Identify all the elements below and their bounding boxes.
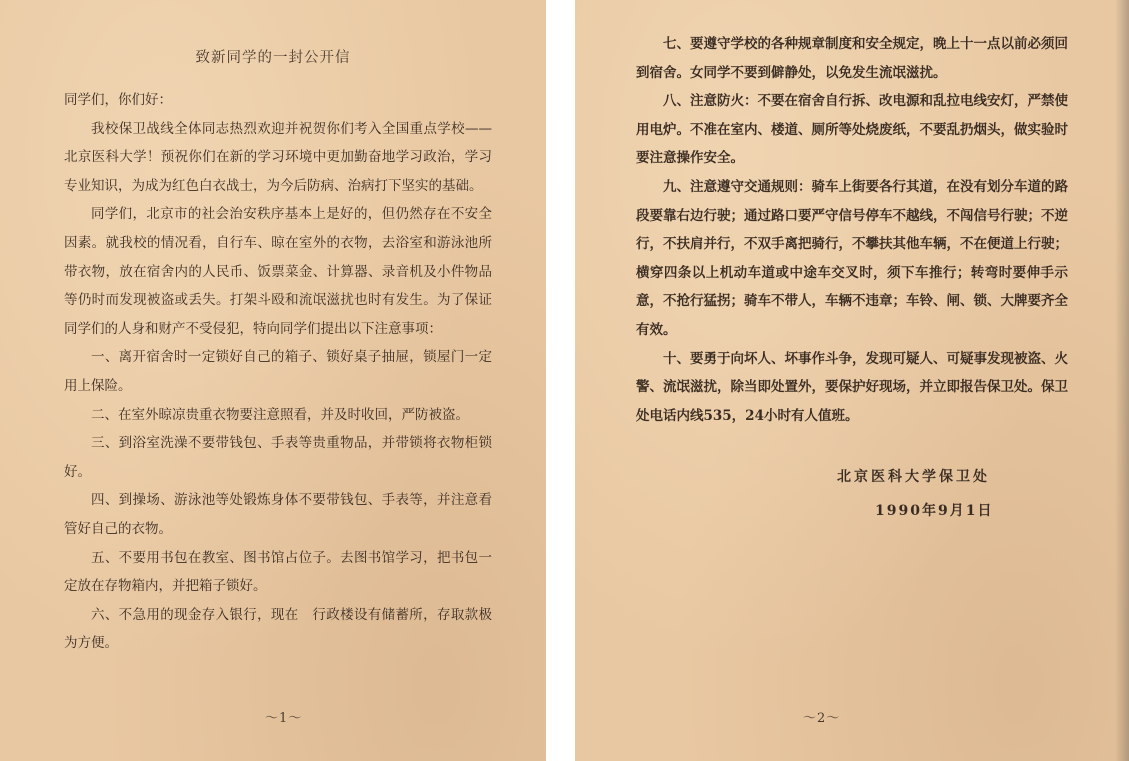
letter-body-page-2 <box>636 30 1068 430</box>
item-2: 二、在室外晾凉贵重衣物要注意照看，并及时收回，严防被盗。 <box>91 406 469 423</box>
page-number-2: ～2～ <box>803 711 841 726</box>
letter-title: 致新同学的一封公开信 <box>195 50 351 66</box>
item-6: 六、不急用的现金存入银行，现在 行政楼设有储蓄所，存取款极为方便。 <box>64 606 492 652</box>
page-number-1: ～1～ <box>265 711 303 726</box>
item-3: 三、到浴室洗澡不要带钱包、手表等贵重物品，并带锁将衣物柜锁好。 <box>64 435 492 480</box>
letter-body-page-1 <box>64 86 492 658</box>
paragraph-safety-situation: 同学们，北京市的社会治安秩序基本上是好的，但仍然存在不安全因素。就我校的情况看，自行车、晾在室外的衣物，去浴室和游泳池所带衣物，放在宿舍内的人民币、饭票菜金、计算器、录音机及小件物品等仍时而发现被盗或丢失。打架斗殴和流氓滋扰也时有发生。为了保证同学们的人身和财产不受侵犯，特向同学们提出以下注意事项： <box>64 206 492 337</box>
item-1: 一、离开宿舍时一定锁好自己的箱子、锁好桌子抽屉，锁屋门一定用上保险。 <box>64 349 492 394</box>
item-7: 七、要遵守学校的各种规章制度和安全规定，晚上十一点以前必须回到宿舍。女同学不要到僻静处，以免发生流氓滋扰。 <box>636 36 1068 81</box>
paragraph-welcome: 我校保卫战线全体同志热烈欢迎并祝贺你们考入全国重点学校——北京医科大学！预祝你们在新的学习环境中更加勤奋地学习政治，学习专业知识，为成为红色白衣战士，为今后防病、治病打下坚实的基础。 <box>64 120 492 194</box>
letter-date: 1990年9月1日 <box>875 503 994 519</box>
item-9: 九、注意遵守交通规则：骑车上街要各行其道，在没有划分车道的路段要靠右边行驶；通过路口要严守信号停车不越线，不闯信号行驶；不逆行，不扶肩并行，不双手离把骑行，不攀扶其他车辆，不在便道上行驶；横穿四条以上机动车道或中途车交叉时，须下车推行；转弯时要伸手示意，不抢行猛拐；骑车不带人，车辆不违章；车铃、闸、锁、大牌要齐全有效。 <box>636 178 1068 338</box>
item-5: 五、不要用书包在教室、图书馆占位子。去图书馆学习，把书包一定放在存物箱内，并把箱子锁好。 <box>64 549 492 595</box>
signature-office: 北京医科大学保卫处 <box>837 469 990 485</box>
item-4: 四、到操场、游泳池等处锻炼身体不要带钱包、手表等，并注意看管好自己的衣物。 <box>64 492 492 537</box>
page-1 <box>0 0 546 761</box>
item-10: 十、要勇于向坏人、坏事作斗争，发现可疑人、可疑事发现被盗、火警、流氓滋扰，除当即处置外，要保护好现场，并立即报告保卫处。保卫处电话内线535，24小时有人值班。 <box>636 350 1068 424</box>
greeting: 同学们，你们好： <box>64 92 172 108</box>
item-8: 八、注意防火：不要在宿舍自行拆、改电源和乱拉电线安灯，严禁使用电炉。不准在室内、楼道、厕所等处烧废纸，不要乱扔烟头，做实验时要注意操作安全。 <box>636 93 1068 167</box>
page-2 <box>575 0 1129 761</box>
